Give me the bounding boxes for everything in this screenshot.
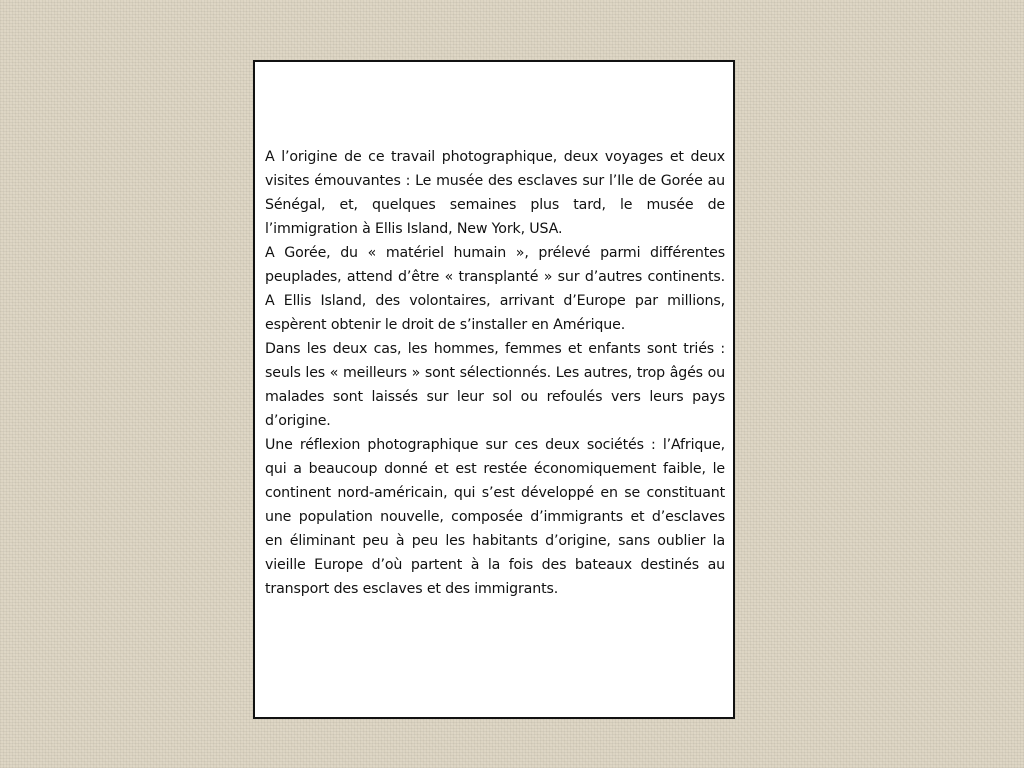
paragraph-4: Une réflexion photographique sur ces deux sociétés : l’Afrique, qui a beaucoup donné et est restée économiquement faible, le continent nord-américain, qui s’est développé en se constituant une population nouvelle, composée d’immigrants et d’esclaves en éliminant peu à peu les habitants d’origine, sans oublier la vieille Europe d’où partent à la fois des bateaux destinés au transport des esclaves et des immigrants. <box>265 437 725 597</box>
paragraph-1: A l’origine de ce travail photographique, deux voyages et deux visites émouvantes : Le musée des esclaves sur l’Ile de Gorée au Sénégal, et, quelques semaines plus tard, le musée de l’immigration à Ellis Island, New York, USA. <box>265 149 725 237</box>
paragraph-3: Dans les deux cas, les hommes, femmes et enfants sont triés : seuls les « meilleurs » sont sélectionnés. Les autres, trop âgés ou malades sont laissés sur leur sol ou refoulés vers leurs pays d’origine. <box>265 341 725 429</box>
text-panel <box>253 60 735 719</box>
paragraph-2: A Gorée, du « matériel humain », prélevé parmi différentes peuplades, attend d’être « transplanté » sur d’autres continents. A Ellis Island, des volontaires, arrivant d’Europe par millions, espèrent obtenir le droit de s’installer en Amérique. <box>265 245 725 333</box>
body-text <box>265 145 725 601</box>
